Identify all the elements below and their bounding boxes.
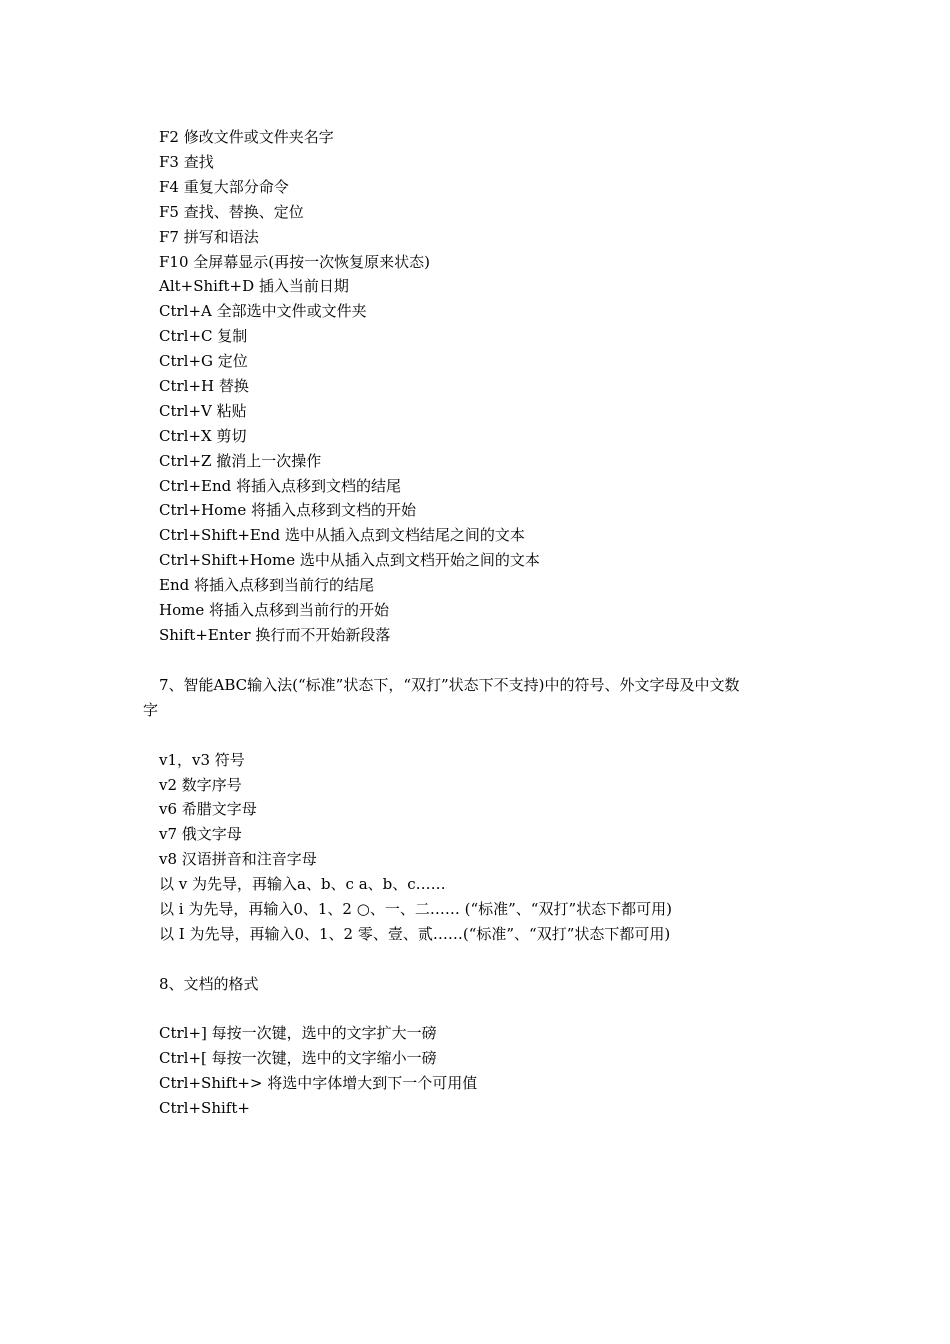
shortcut-line: Ctrl+A 全部选中文件或文件夹 xyxy=(159,302,367,320)
format-shortcut-line: Ctrl+[ 每按一次键，选中的文字缩小一磅 xyxy=(159,1049,437,1067)
input-method-item: v8 汉语拼音和注音字母 xyxy=(159,850,317,868)
shortcut-line: End 将插入点移到当前行的结尾 xyxy=(159,576,374,594)
shortcut-line: Ctrl+Z 撤消上一次操作 xyxy=(159,452,322,470)
shortcut-line: F2 修改文件或文件夹名字 xyxy=(159,128,334,146)
shortcut-line: Alt+Shift+D 插入当前日期 xyxy=(159,277,349,295)
shortcut-line: Ctrl+End 将插入点移到文档的结尾 xyxy=(159,477,402,495)
input-method-item: 以 i 为先导，再输入0、1、2 ○、一、二…… (“标准”、“双打”状态下都可用) xyxy=(159,900,672,918)
format-shortcut-line: Ctrl+Shift+> 将选中字体增大到下一个可用值 xyxy=(159,1074,478,1092)
shortcut-line: Ctrl+H 替换 xyxy=(159,377,249,395)
input-method-item: 以 v 为先导，再输入a、b、c a、b、c…… xyxy=(159,875,446,893)
format-shortcut-line: Ctrl+Shift+ xyxy=(159,1099,250,1117)
shortcut-line: F10 全屏幕显示(再按一次恢复原来状态) xyxy=(159,253,430,271)
input-method-item: v7 俄文字母 xyxy=(159,825,242,843)
shortcut-line: Ctrl+Home 将插入点移到文档的开始 xyxy=(159,501,417,519)
shortcut-line: F3 查找 xyxy=(159,153,214,171)
shortcut-line: F5 查找、替换、定位 xyxy=(159,203,304,221)
shortcut-line: Ctrl+G 定位 xyxy=(159,352,248,370)
shortcut-line: Ctrl+Shift+End 选中从插入点到文档结尾之间的文本 xyxy=(159,526,525,544)
shortcut-line: Ctrl+V 粘贴 xyxy=(159,402,247,420)
format-shortcut-line: Ctrl+] 每按一次键，选中的文字扩大一磅 xyxy=(159,1024,437,1042)
shortcut-line: Ctrl+X 剪切 xyxy=(159,427,247,445)
input-method-item: 以 I 为先导，再输入0、1、2 零、壹、贰……(“标准”、“双打”状态下都可用) xyxy=(159,925,671,943)
section-8-heading: 8、文档的格式 xyxy=(159,975,259,993)
shortcut-line: F7 拼写和语法 xyxy=(159,228,259,246)
shortcut-line: Home 将插入点移到当前行的开始 xyxy=(159,601,389,619)
shortcut-line: F4 重复大部分命令 xyxy=(159,178,289,196)
shortcut-line: Ctrl+Shift+Home 选中从插入点到文档开始之间的文本 xyxy=(159,551,540,569)
section-7-heading: 7、智能ABC输入法(“标准”状态下，“双打”状态下不支持)中的符号、外文字母及中文数 xyxy=(159,676,740,694)
shortcut-line: Shift+Enter 换行而不开始新段落 xyxy=(159,626,391,644)
input-method-item: v6 希腊文字母 xyxy=(159,800,257,818)
section-7-heading-continuation: 字 xyxy=(143,701,159,719)
input-method-item: v2 数字序号 xyxy=(159,776,242,794)
input-method-item: v1，v3 符号 xyxy=(159,751,245,769)
shortcut-line: Ctrl+C 复制 xyxy=(159,327,248,345)
